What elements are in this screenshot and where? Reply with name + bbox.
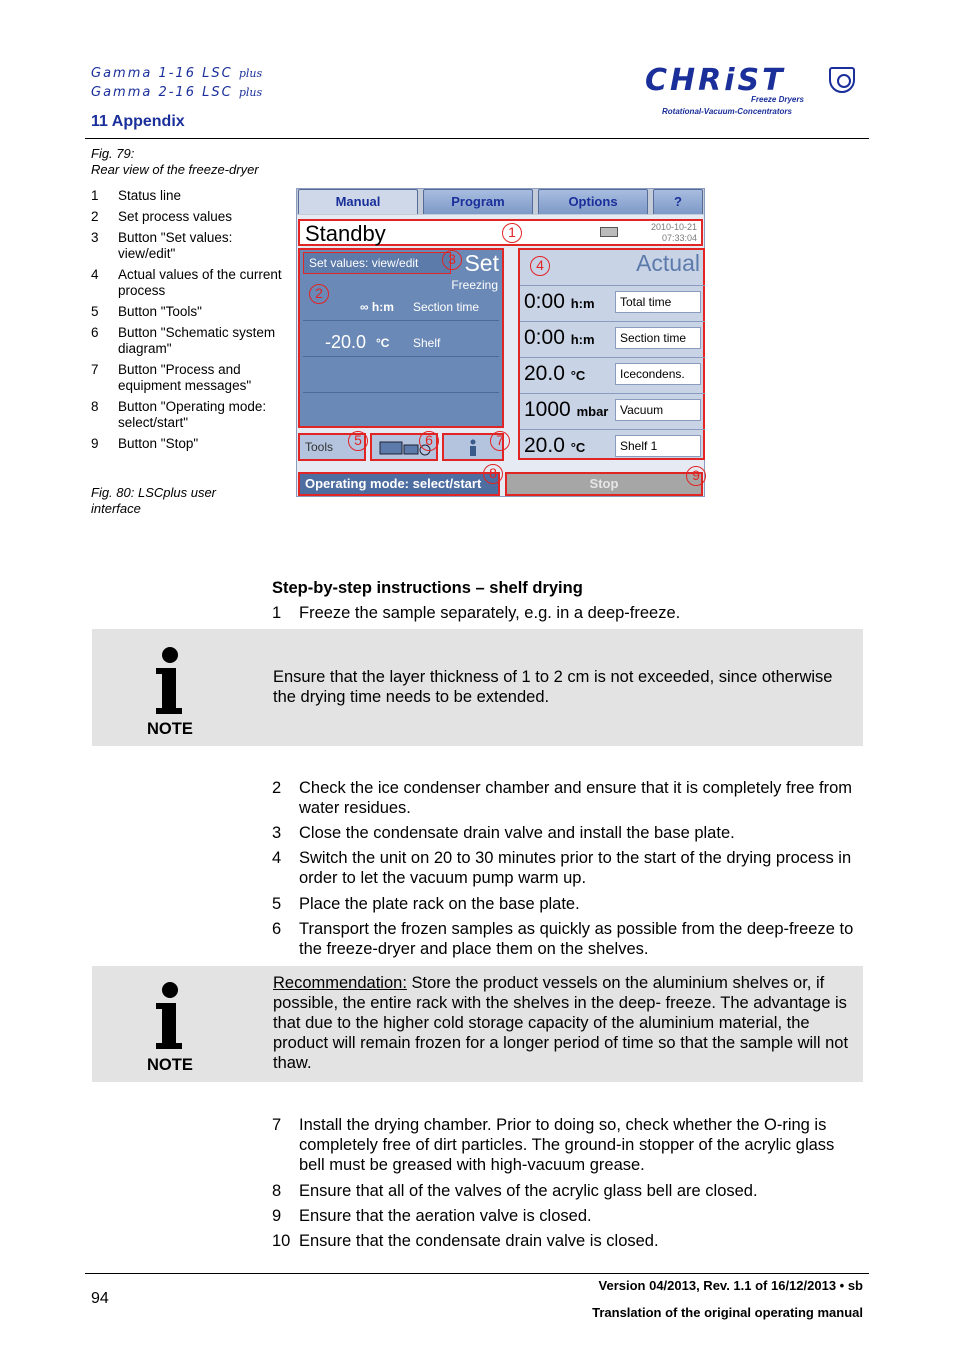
step-item: 3 Close the condensate drain valve and install the base plate.: [272, 824, 735, 842]
step-item: 5 Place the plate rack on the base plate.: [272, 895, 580, 913]
status-datetime: 2010-10-21 07:33:04: [650, 222, 697, 243]
actual-label: Actual: [636, 250, 700, 276]
actual-values-panel: [518, 248, 705, 460]
legend-item: 4 Actual values of the current process: [91, 267, 282, 298]
marker-1: 1: [502, 223, 522, 243]
legend-item: 9 Button "Stop": [91, 436, 199, 451]
actual-label-box: Section time: [615, 327, 701, 349]
christ-logo-mark-icon: [829, 67, 855, 93]
logo-subtitle-1: Freeze Dryers: [751, 95, 804, 104]
marker-4: 4: [530, 256, 550, 276]
step-item: 6 Transport the frozen samples as quickly as possible from the deep-freeze to the freeze-dryer and place them on the shelves.: [272, 920, 854, 958]
actual-row: [520, 393, 705, 427]
actual-row: [520, 357, 705, 391]
marker-6: 6: [419, 431, 439, 451]
marker-7: 7: [490, 431, 510, 451]
legend-item: 7 Button "Process and equipment messages": [91, 362, 252, 393]
tab-bar: [297, 189, 704, 215]
set-shelf-value: -20.0: [325, 332, 367, 352]
stop-button[interactable]: Stop: [505, 472, 703, 496]
tab-program[interactable]: Program: [423, 189, 533, 214]
note-text: Recommendation: Store the product vessels on the aluminium shelves or, if possible, the entire rack with the shelves in the deep- freeze. The advantage is that due to the higher cold storage capacity of the aluminium material, the product will remain frozen for a longer period of time so that the sample will not thaw.: [273, 974, 849, 1072]
actual-value: 0:00 h:m: [524, 290, 595, 313]
step-item: 10 Ensure that the condensate drain valve is closed.: [272, 1232, 659, 1250]
step-item: 1 Freeze the sample separately, e.g. in a deep-freeze.: [272, 604, 681, 622]
set-phase: Freezing: [451, 278, 498, 292]
actual-value: 20.0 °C: [524, 434, 586, 457]
legend-item: 3 Button "Set values: view/edit": [91, 230, 233, 261]
marker-3: 3: [442, 250, 462, 270]
set-divider: [303, 356, 499, 357]
marker-5: 5: [348, 431, 368, 451]
legend-item: 2 Set process values: [91, 209, 233, 224]
note-label: NOTE: [147, 720, 193, 738]
footer-rule: [85, 1273, 869, 1274]
footer-translation: Translation of the original operating manual: [592, 1305, 863, 1320]
note-box-2: [92, 966, 863, 1082]
step-item: 9 Ensure that the aeration valve is closed.: [272, 1207, 592, 1225]
set-divider: [303, 392, 499, 393]
christ-logo: CHRiST: [645, 63, 786, 98]
set-shelf-label: Shelf: [413, 336, 441, 350]
tab-help[interactable]: ?: [653, 189, 703, 214]
info-icon: [156, 647, 186, 717]
recommendation-lead: Recommendation:: [273, 974, 407, 992]
legend-item: 6 Button "Schematic system diagram": [91, 325, 276, 356]
figure-caption-bottom: Fig. 80: LSCplus user interface: [91, 485, 217, 516]
actual-value: 20.0 °C: [524, 362, 586, 385]
logo-subtitle-2: Rotational-Vacuum-Concentrators: [662, 107, 792, 116]
marker-2: 2: [309, 284, 329, 304]
tab-options[interactable]: Options: [538, 189, 648, 214]
step-item: 7 Install the drying chamber. Prior to doing so, check whether the O-ring is completely free of dirt particles. The ground-in stopper of the acrylic glass bell must be greased with high-vacuum grease.: [272, 1116, 835, 1174]
lscplus-user-interface: [296, 188, 705, 497]
set-label: Set: [464, 250, 499, 276]
step-item: 4 Switch the unit on 20 to 30 minutes prior to the start of the drying process in order to let the vacuum pump warm up.: [272, 849, 852, 887]
actual-row: [520, 285, 705, 319]
legend-item: 1 Status line: [91, 188, 182, 203]
actual-value: 0:00 h:m: [524, 326, 595, 349]
note-box-1: [92, 629, 863, 746]
marker-8: 8: [483, 464, 503, 484]
legend-item: 5 Button "Tools": [91, 304, 202, 319]
note-label: NOTE: [147, 1056, 193, 1074]
actual-label-box: Total time: [615, 291, 701, 313]
step-item: 2 Check the ice condenser chamber and ensure that it is completely free from water residues.: [272, 779, 853, 817]
model-line-2: Gamma 2-16 LSC plus: [91, 85, 263, 100]
legend-item: 8 Button "Operating mode: select/start": [91, 399, 267, 430]
note-text: Ensure that the layer thickness of 1 to 2 cm is not exceeded, since otherwise the drying time needs to be extended.: [273, 668, 833, 706]
set-section-value: ∞ h:m: [360, 300, 394, 314]
set-values-button[interactable]: Set values: view/edit: [303, 252, 451, 274]
status-text: Standby: [305, 221, 386, 246]
actual-label-box: Shelf 1: [615, 435, 701, 457]
actual-row: [520, 321, 705, 355]
figure-legend: [91, 188, 286, 457]
set-values-panel: [298, 248, 504, 428]
model-line-1: Gamma 1-16 LSC plus: [91, 66, 263, 81]
tab-manual[interactable]: Manual: [298, 189, 418, 214]
instructions-heading: Step-by-step instructions – shelf drying: [272, 579, 583, 597]
tools-label: Tools: [305, 440, 334, 454]
info-icon: [466, 439, 480, 457]
info-icon: [156, 982, 186, 1052]
page-number: 94: [91, 1290, 109, 1307]
actual-label-box: Icecondens.: [615, 363, 701, 385]
printer-icon: [600, 227, 618, 237]
operating-mode-button[interactable]: Operating mode: select/start: [298, 472, 500, 496]
header-rule: [85, 138, 869, 139]
status-line: [298, 219, 703, 246]
actual-label-box: Vacuum: [615, 399, 701, 421]
marker-9: 9: [686, 466, 706, 486]
actual-row: [520, 429, 705, 463]
step-item: 8 Ensure that all of the valves of the acrylic glass bell are closed.: [272, 1182, 758, 1200]
set-shelf-unit: °C: [376, 336, 390, 350]
actual-value: 1000 mbar: [524, 398, 609, 421]
set-divider: [303, 320, 499, 321]
set-section-label: Section time: [413, 300, 480, 314]
figure-caption-top: Fig. 79: Rear view of the freeze-dryer: [91, 146, 259, 177]
section-title: 11 Appendix: [91, 113, 185, 130]
footer-version: Version 04/2013, Rev. 1.1 of 16/12/2013 • sb: [598, 1278, 863, 1293]
